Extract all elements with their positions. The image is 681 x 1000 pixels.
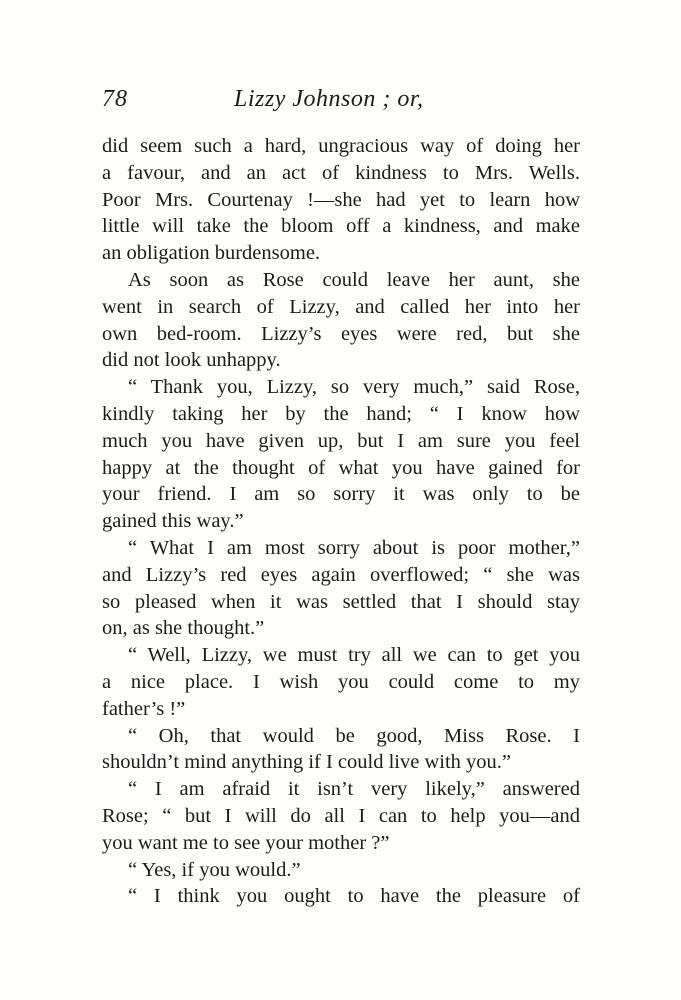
text-line: a nice place. I wish you could come to my [102, 670, 580, 693]
text-line: went in search of Lizzy, and called her into her [102, 295, 580, 318]
text-line: “ What I am most sorry about is poor mother,” [128, 536, 580, 559]
text-line: an obligation burdensome. [102, 242, 321, 265]
text-line: “ Thank you, Lizzy, so very much,” said Rose, [128, 376, 580, 399]
text-line: shouldn’t mind anything if I could live with you.” [102, 751, 512, 774]
text-line: own bed-room. Lizzy’s eyes were red, but she [102, 322, 580, 345]
page-header [102, 86, 582, 126]
text-line: “ Well, Lizzy, we must try all we can to get you [128, 644, 580, 667]
text-line: little will take the bloom off a kindness, and make [102, 215, 580, 238]
text-line: your friend. I am so sorry it was only to be [102, 483, 580, 506]
text-line: Rose; “ but I will do all I can to help you—and [102, 804, 580, 827]
body-text [102, 133, 580, 910]
text-line: so pleased when it was settled that I should stay [102, 590, 580, 613]
text-line: kindly taking her by the hand; “ I know how [102, 402, 580, 425]
text-line: gained this way.” [102, 510, 244, 533]
text-line: and Lizzy’s red eyes again overflowed; “ she was [102, 563, 580, 586]
text-line: “ Yes, if you would.” [128, 858, 301, 881]
text-line: Poor Mrs. Courtenay !—she had yet to learn how [102, 188, 580, 211]
text-line: a favour, and an act of kindness to Mrs. Wells. [102, 161, 580, 184]
text-line: As soon as Rose could leave her aunt, she [128, 268, 580, 291]
text-line: “ Oh, that would be good, Miss Rose. I [128, 724, 580, 747]
running-title: Lizzy Johnson ; or, [234, 86, 424, 112]
text-line: “ I think you ought to have the pleasure of [128, 885, 580, 908]
page-number: 78 [102, 86, 128, 112]
text-line: much you have given up, but I am sure you feel [102, 429, 580, 452]
text-line: on, as she thought.” [102, 617, 265, 640]
text-line: did not look unhappy. [102, 349, 281, 372]
text-line: did seem such a hard, ungracious way of doing her [102, 135, 580, 157]
text-line: father’s !” [102, 697, 186, 720]
text-line: “ I am afraid it isn’t very likely,” answered [128, 778, 580, 801]
text-line: happy at the thought of what you have gained for [102, 456, 580, 479]
text-line: you want me to see your mother ?” [102, 831, 390, 854]
